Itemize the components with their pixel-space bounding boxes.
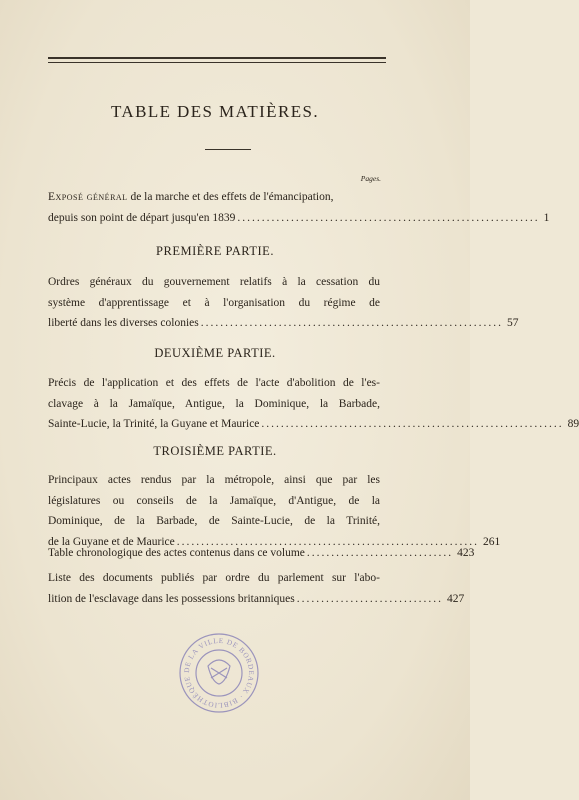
toc-entry-line: liberté dans les diverses colonies bbox=[48, 317, 199, 329]
leader-dots: .............................. bbox=[306, 547, 454, 559]
toc-entry-line: lition de l'esclavage dans les possessions britanniques bbox=[48, 592, 295, 605]
leader-dots: .............................................................. bbox=[261, 418, 564, 430]
toc-entry-line: Sainte-Lucie, la Trinité, la Guyane et Maurice bbox=[48, 418, 260, 430]
toc-entry-line: clavage à la Jamaïque, Antigue, la Dominique, la Barbade, bbox=[48, 397, 380, 410]
toc-page-number: 89 bbox=[567, 418, 579, 430]
title-divider bbox=[205, 149, 251, 150]
toc-entry-liste bbox=[48, 568, 465, 609]
stamp-text: DE LA VILLE DE BORDEAUX · BIBLIOTHÈQUE bbox=[182, 636, 256, 710]
part-heading-2: DEUXIÈME PARTIE. bbox=[154, 346, 276, 360]
toc-entry-expose bbox=[48, 187, 550, 228]
toc-page-number: 261 bbox=[483, 535, 501, 548]
toc-entry-line: depuis son point de départ jusqu'en 1839 bbox=[48, 211, 236, 224]
toc-entry-line: Table chronologique des actes contenus dans ce volume bbox=[48, 547, 305, 559]
toc-entry-line: Dominique, de la Barbade, de Sainte-Lucie, de la Trinité, bbox=[48, 515, 380, 527]
toc-page-number: 423 bbox=[457, 547, 475, 559]
part-heading-3: TROISIÈME PARTIE. bbox=[153, 444, 277, 458]
pages-column-label: Pages. bbox=[360, 174, 381, 183]
part-heading-1: PREMIÈRE PARTIE. bbox=[156, 244, 274, 258]
toc-entry-line: Liste des documents publiés par ordre du parlement sur l'abo- bbox=[48, 572, 380, 584]
toc-entry-lead: Exposé général bbox=[48, 191, 128, 203]
toc-page-number: 427 bbox=[446, 592, 465, 605]
header-double-rule bbox=[48, 57, 386, 59]
page-title: TABLE DES MATIÈRES. bbox=[111, 102, 319, 121]
leader-dots: .............................................................. bbox=[237, 211, 540, 224]
toc-entry-line: Précis de l'application et des effets de l'acte d'abolition de l'es- bbox=[48, 377, 380, 389]
leader-dots: .............................. bbox=[296, 592, 443, 605]
toc-entry-line: système d'apprentissage et à l'organisation du régime de bbox=[48, 296, 380, 309]
header-double-rule-thin bbox=[48, 62, 386, 63]
toc-entry-ordres bbox=[48, 272, 519, 334]
toc-entry-line: Principaux actes rendus par la métropole, ainsi que par les bbox=[48, 474, 380, 486]
toc-entry-line: de la Guyane et de Maurice bbox=[48, 535, 175, 548]
stamp-emblem-cross bbox=[211, 668, 227, 678]
toc-page-number: 57 bbox=[507, 317, 519, 329]
toc-entry-actes bbox=[48, 470, 501, 552]
toc-entry-line: de la marche et des effets de l'émancipation, bbox=[130, 191, 334, 203]
stamp-emblem bbox=[208, 660, 230, 684]
toc-entry-precis bbox=[48, 373, 579, 435]
leader-dots: .............................................................. bbox=[176, 535, 480, 548]
toc-entry-line: Ordres généraux du gouvernement relatifs à la cessation du bbox=[48, 276, 380, 288]
toc-page-number: 1 bbox=[543, 211, 550, 224]
toc-entry-line: législatures ou conseils de la Jamaïque, d'Antigue, de la bbox=[48, 494, 380, 507]
library-stamp bbox=[178, 632, 260, 714]
leader-dots: .............................................................. bbox=[200, 317, 503, 329]
toc-entry-table-chrono bbox=[48, 543, 475, 564]
